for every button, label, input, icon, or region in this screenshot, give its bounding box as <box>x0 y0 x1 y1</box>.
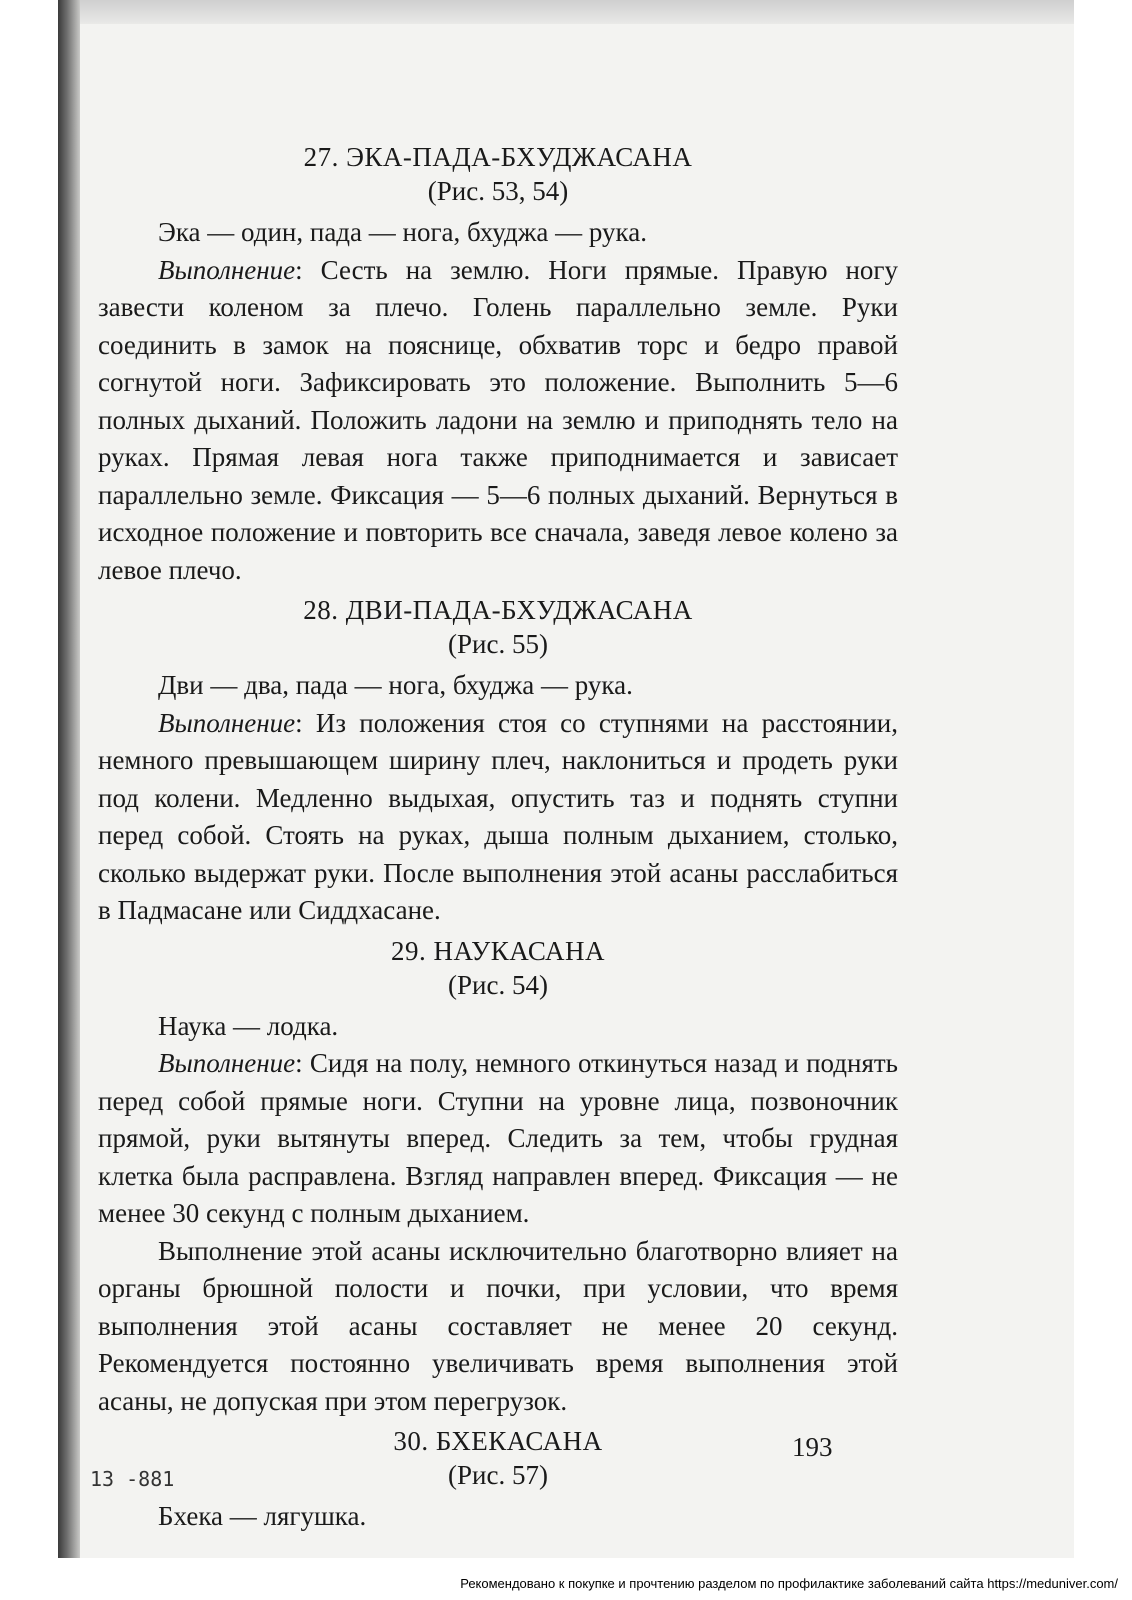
printer-signature: 13 -881 <box>90 1467 175 1491</box>
scan-spine-shadow <box>58 0 80 1558</box>
page-content <box>98 140 898 1536</box>
execution-text: : Из положения стоя со ступнями на расстоянии, немного превышающем ширину плеч, наклониться и продеть руки под колени. Медленно выдыхая, опустить таз и поднять ступни перед собой. Стоять на руках, дыша полным дыханием, столько, сколько выдержат руки. После выполнения этой асаны расслабиться в Падмасане или Сиддхасане. <box>98 707 898 925</box>
execution-paragraph <box>98 252 898 590</box>
translation: Эка — один, пада — нога, бхуджа — рука. <box>158 217 647 247</box>
section-title: 30. БХЕКАСАНА <box>393 1426 603 1456</box>
section-28 <box>98 593 898 930</box>
section-title: 29. НАУКАСАНА <box>390 935 606 966</box>
page-number: 193 <box>792 1432 833 1462</box>
figure-ref: (Рис. 57) <box>448 1460 548 1490</box>
extra-paragraph: Выполнение этой асаны исключительно благотворно влияет на органы брюшной полости и почки, при условии, что время выполнения этой асаны составляет не менее 20 секунд. Рекомендуется постоянно увеличивать время выполнения этой асаны, не допуская при этом перегрузок. <box>98 1235 898 1416</box>
section-27 <box>98 140 898 589</box>
figure-ref: (Рис. 53, 54) <box>427 176 569 206</box>
figure-ref: (Рис. 55) <box>448 629 548 659</box>
execution-text: : Сидя на полу, немного откинуться назад и поднять перед собой прямые ноги. Ступни на уровне лица, позвоночник прямой, руки вытянуты вперед. Следить за тем, чтобы грудная клетка была расправлена. Взгляд направлен вперед. Фиксация — не менее 30 секунд с полным дыханием. <box>98 1048 898 1228</box>
execution-paragraph <box>98 705 898 930</box>
figure-ref: (Рис. 54) <box>448 969 548 1000</box>
section-29 <box>98 934 898 1421</box>
execution-text: : Сесть на землю. Ноги прямые. Правую ногу завести коленом за плечо. Голень параллельно земле. Руки соединить в замок на пояснице, обхватив торс и бедро правой согнутой ноги. Зафиксировать это положение. Выполнить 5—6 полных дыханий. Положить ладони на землю и приподнять тело на руках. Прямая левая нога также приподнимается и зависает параллельно земле. Фиксация — 5—6 полных дыханий. Вернуться в исходное положение и повторить все сначала, заведя левое колено за левое плечо. <box>98 254 898 585</box>
section-title: 28. ДВИ-ПАДА-БХУДЖАСАНА <box>303 595 693 625</box>
footer-note: Рекомендовано к покупке и прочтению разделом по профилактике заболеваний сайта https://meduniver.com/ <box>460 1576 1118 1591</box>
section-30 <box>98 1424 898 1536</box>
translation: Дви — два, пада — нога, бхуджа — рука. <box>158 670 633 700</box>
execution-label: Выполнение <box>158 1048 296 1078</box>
execution-label: Выполнение <box>158 707 296 738</box>
scan-top-edge <box>58 0 1074 24</box>
execution-label: Выполнение <box>158 254 296 285</box>
execution-paragraph <box>98 1045 898 1233</box>
translation: Бхека — лягушка. <box>158 1501 367 1531</box>
section-title: 27. ЭКА-ПАДА-БХУДЖАСАНА <box>303 142 693 172</box>
translation: Наука — лодка. <box>158 1010 339 1041</box>
